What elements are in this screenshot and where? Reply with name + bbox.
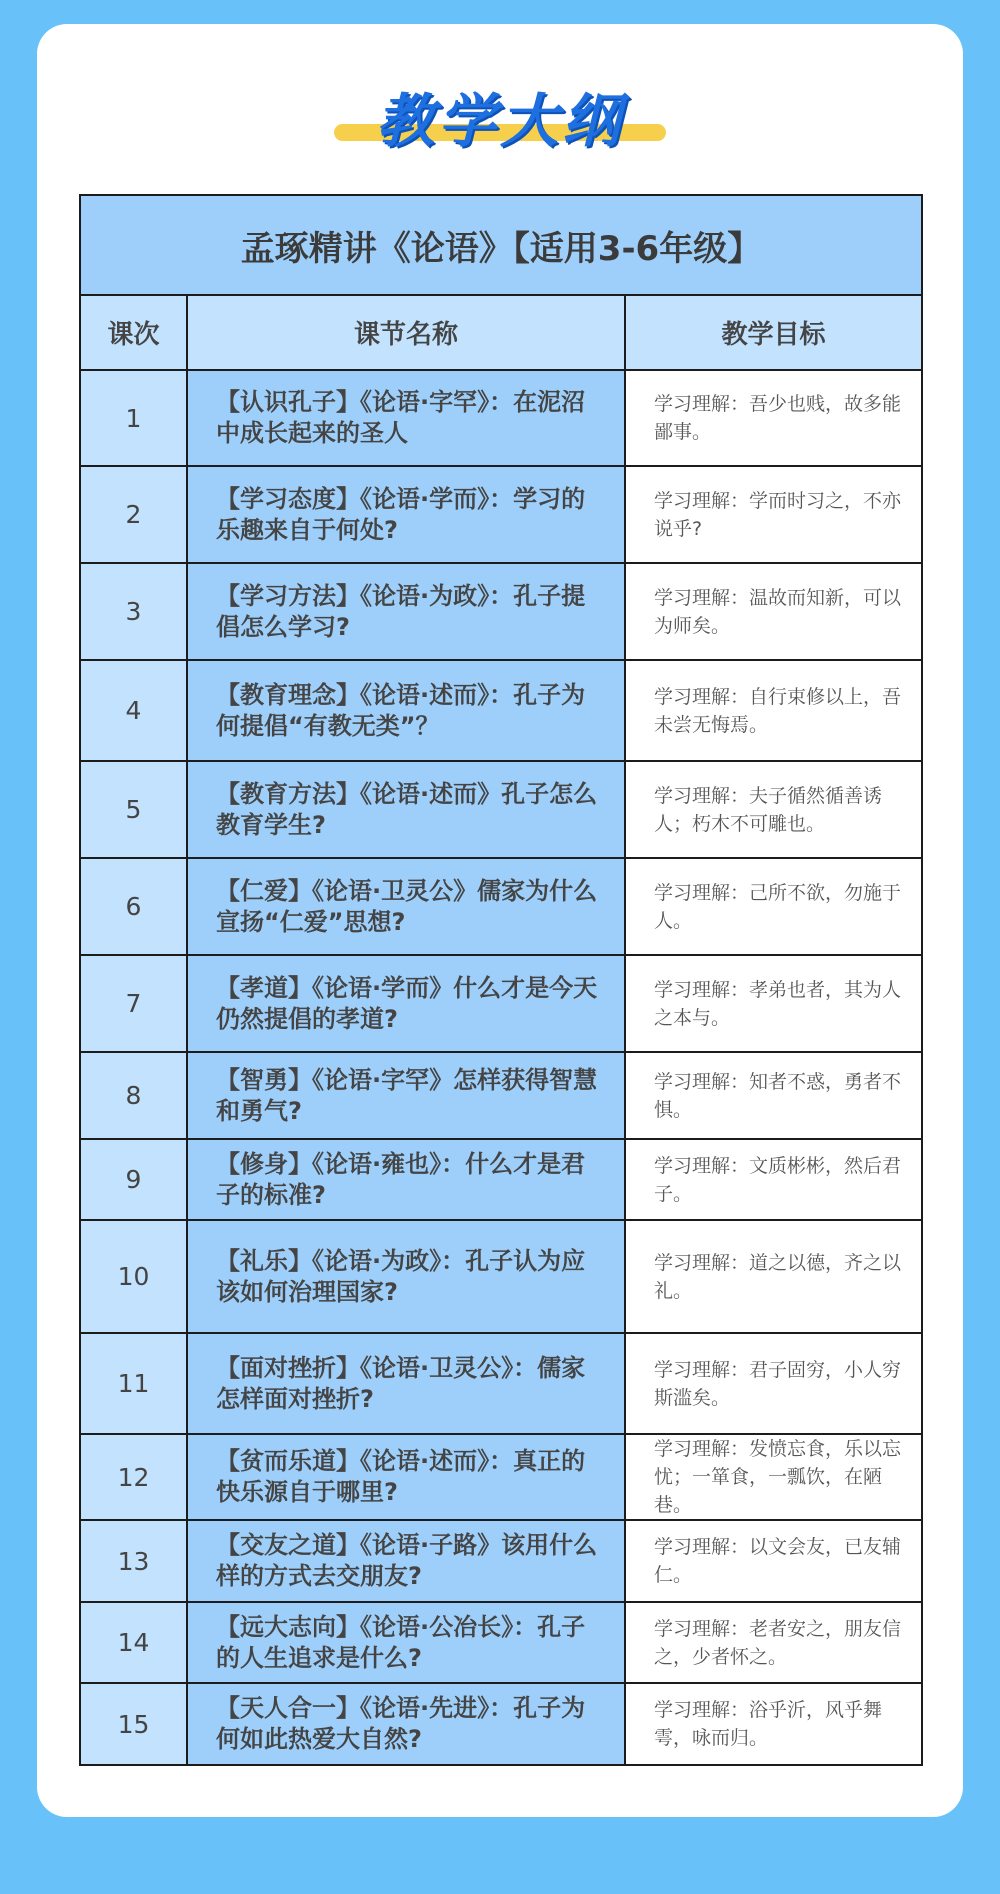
lesson-number: 11 [80, 1333, 187, 1434]
lesson-goal: 学习理解：温故而知新，可以为师矣。 [625, 563, 922, 660]
table-row [80, 1220, 922, 1333]
table-row [80, 466, 922, 563]
lesson-name: 【智勇】《论语·字罕》怎样获得智慧和勇气? [187, 1052, 625, 1139]
lesson-name: 【交友之道】《论语·子路》该用什么样的方式去交朋友? [187, 1520, 625, 1602]
lesson-number: 6 [80, 858, 187, 955]
caption-row [80, 195, 922, 295]
lesson-goal: 学习理解：文质彬彬，然后君子。 [625, 1139, 922, 1220]
lesson-number: 8 [80, 1052, 187, 1139]
lesson-goal: 学习理解：知者不惑，勇者不惧。 [625, 1052, 922, 1139]
lesson-number: 4 [80, 660, 187, 761]
table-row [80, 370, 922, 466]
lesson-goal: 学习理解：老者安之，朋友信之，少者怀之。 [625, 1602, 922, 1683]
lesson-goal: 学习理解：发愤忘食，乐以忘忧；一箪食，一瓢饮，在陋巷。 [625, 1434, 922, 1520]
lesson-name: 【远大志向】《论语·公冶长》：孔子的人生追求是什么? [187, 1602, 625, 1683]
table-row [80, 955, 922, 1052]
lesson-name: 【礼乐】《论语·为政》：孔子认为应该如何治理国家? [187, 1220, 625, 1333]
table-row [80, 1333, 922, 1434]
table-row [80, 1139, 922, 1220]
lesson-goal: 学习理解：孝弟也者，其为人之本与。 [625, 955, 922, 1052]
lesson-goal: 学习理解：道之以德，齐之以礼。 [625, 1220, 922, 1333]
lesson-goal: 学习理解：学而时习之，不亦说乎? [625, 466, 922, 563]
table-row [80, 563, 922, 660]
lesson-goal: 学习理解：自行束修以上，吾未尝无悔焉。 [625, 660, 922, 761]
lesson-number: 2 [80, 466, 187, 563]
lesson-goal: 学习理解：夫子循然循善诱人；朽木不可雕也。 [625, 761, 922, 858]
column-header-lesson: 课次 [80, 295, 187, 370]
lesson-number: 13 [80, 1520, 187, 1602]
lesson-number: 3 [80, 563, 187, 660]
lesson-name: 【修身】《论语·雍也》：什么才是君子的标准? [187, 1139, 625, 1220]
table-row [80, 858, 922, 955]
lesson-name: 【天人合一】《论语·先进》：孔子为何如此热爱大自然? [187, 1683, 625, 1765]
lesson-number: 12 [80, 1434, 187, 1520]
table-row [80, 1434, 922, 1520]
table-row [80, 1683, 922, 1765]
lesson-name: 【教育理念】《论语·述而》：孔子为何提倡“有教无类”？ [187, 660, 625, 761]
table-row [80, 1602, 922, 1683]
lesson-goal: 学习理解：浴乎沂，风乎舞雩，咏而归。 [625, 1683, 922, 1765]
lesson-goal: 学习理解：以文会友，已友辅仁。 [625, 1520, 922, 1602]
column-header-goal: 教学目标 [625, 295, 922, 370]
table-row [80, 761, 922, 858]
lesson-name: 【孝道】《论语·学而》什么才是今天仍然提倡的孝道? [187, 955, 625, 1052]
lesson-number: 7 [80, 955, 187, 1052]
lesson-number: 15 [80, 1683, 187, 1765]
lesson-name: 【认识孔子】《论语·字罕》：在泥沼中成长起来的圣人 [187, 370, 625, 466]
lesson-name: 【学习态度】《论语·学而》：学习的乐趣来自于何处? [187, 466, 625, 563]
table-row [80, 1052, 922, 1139]
table-caption: 孟琢精讲《论语》【适用3-6年级】 [80, 195, 922, 295]
lesson-name: 【仁爱】《论语·卫灵公》儒家为什么宣扬“仁爱”思想? [187, 858, 625, 955]
lesson-number: 1 [80, 370, 187, 466]
lesson-name: 【面对挫折】《论语·卫灵公》：儒家怎样面对挫折? [187, 1333, 625, 1434]
lesson-number: 5 [80, 761, 187, 858]
lesson-name: 【教育方法】《论语·述而》孔子怎么教育学生? [187, 761, 625, 858]
lesson-name: 【学习方法】《论语·为政》：孔子提倡怎么学习? [187, 563, 625, 660]
lesson-goal: 学习理解：君子固穷，小人穷斯滥矣。 [625, 1333, 922, 1434]
lesson-number: 10 [80, 1220, 187, 1333]
page-title: 教学大纲 [375, 87, 624, 155]
lesson-number: 14 [80, 1602, 187, 1683]
column-header-name: 课节名称 [187, 295, 625, 370]
lesson-goal: 学习理解：吾少也贱，故多能鄙事。 [625, 370, 922, 466]
table-row [80, 1520, 922, 1602]
table-row [80, 660, 922, 761]
header-row [80, 295, 922, 370]
lesson-goal: 学习理解：己所不欲，勿施于人。 [625, 858, 922, 955]
lesson-number: 9 [80, 1139, 187, 1220]
syllabus-table [79, 194, 923, 1766]
lesson-name: 【贫而乐道】《论语·述而》：真正的快乐源自于哪里? [187, 1434, 625, 1520]
